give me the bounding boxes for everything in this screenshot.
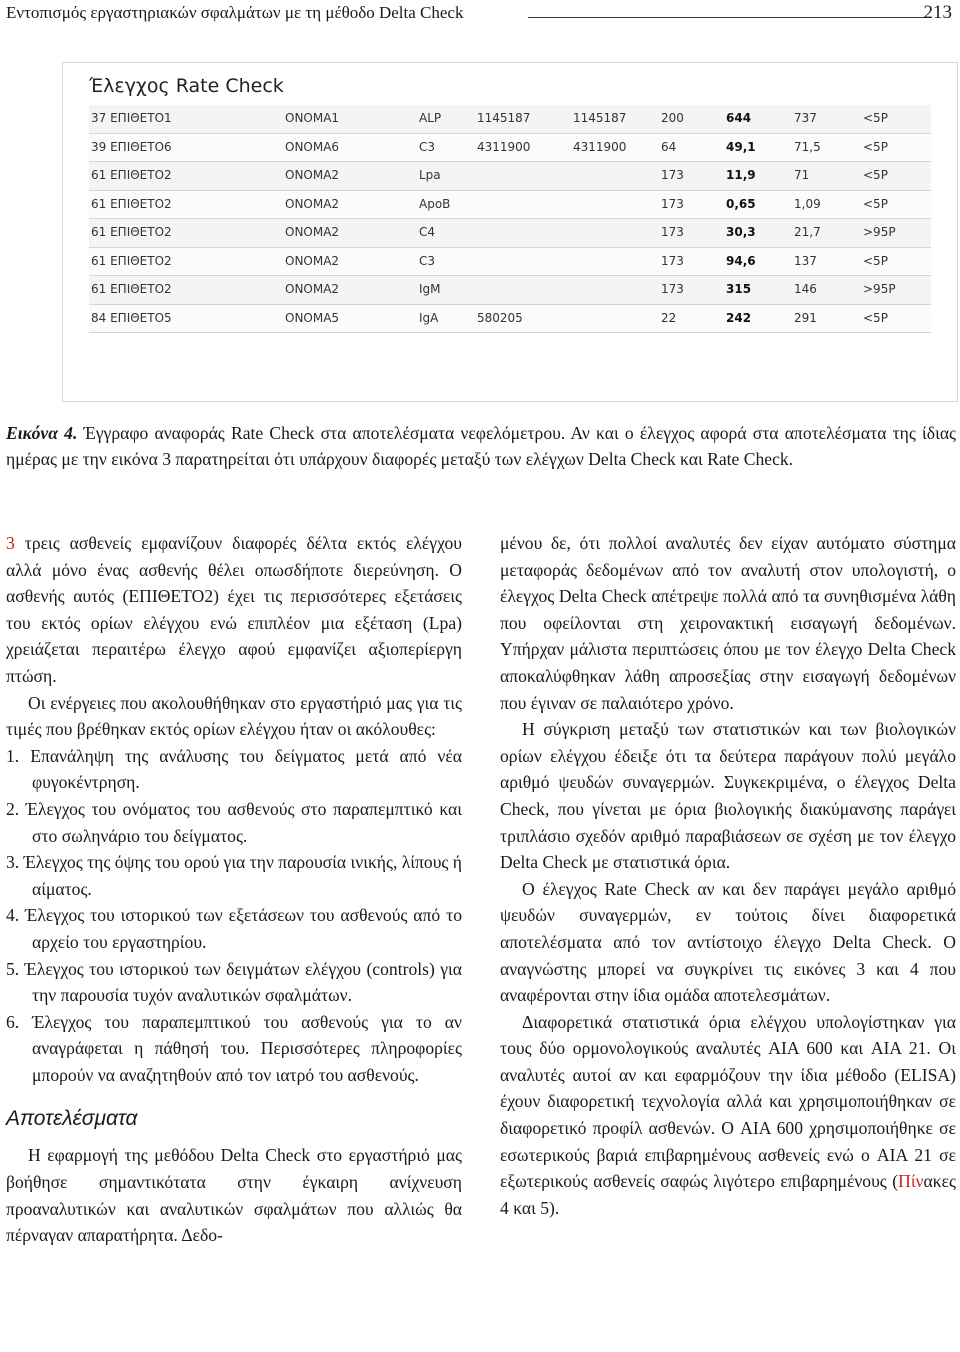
list-item: 4. Έλεγχος του ιστορικού των εξετάσεων του ασθενούς από το αρχείο του εργαστηρίου. [6, 905, 462, 952]
right-paragraph-4 [500, 1009, 956, 1222]
table-cell: ΟΝΟΜΑ2 [285, 225, 340, 239]
table-cell: 4311900 [477, 139, 531, 154]
table-cell: 173 [661, 196, 684, 211]
table-cell: 173 [661, 225, 684, 239]
header-rule [528, 17, 928, 18]
table-cell: ΟΝΟΜΑ2 [285, 168, 340, 182]
table-cell: 94,6 [726, 253, 756, 268]
left-column [6, 530, 462, 1249]
table-cell: 61 ΕΠΙΘΕΤΟ2 [91, 196, 172, 211]
table-cell: 84 ΕΠΙΘΕΤΟ5 [91, 310, 172, 325]
table-cell: 173 [661, 282, 684, 296]
table-cell: 11,9 [726, 168, 756, 182]
table-cell: 737 [794, 111, 817, 125]
figure-reference: 3 [6, 533, 15, 553]
table-row [89, 105, 931, 134]
table-cell: <5P [863, 111, 888, 125]
left-paragraph-1-text: τρεις ασθενείς εμφανίζουν διαφορές δέλτα εκτός ελέγχου αλλά μόνο ένας ασθενής θέλει οπωσδήποτε διερεύνηση. Ο ασθενής αυτός (ΕΠΙΘΕΤΟ2) έχει τις περισσότερες εξετάσεις του εκτός ορίων ελέγχου ενώ επιπλέον μια εξέταση (Lpa) χρειάζεται περαιτέρω έλεγχο αφού εμφανίζει αξιοπερίεργη πτώση. [6, 533, 462, 686]
table-cell: 580205 [477, 310, 523, 325]
table-cell: <5P [863, 196, 888, 211]
table-cell: 4311900 [573, 139, 627, 154]
table-cell: 71,5 [794, 139, 821, 154]
table-cell: 1145187 [573, 111, 627, 125]
right-paragraph-2: Η σύγκριση μεταξύ των στατιστικών και των βιολογικών ορίων ελέγχου έδειξε ότι τα δεύτερα παράγουν πολύ μεγάλο αριθμό ψευδών συναγερμών. Συγκεκριμένα, ο έλεγχος Delta Check, που γίνεται με όρια βιολογικής διακύμανσης παράγει τριπλάσιο σχεδόν αριθμό παραβιάσεων σε σχέση με τον έλεγχο Delta Check με στατιστικά όρια. [500, 719, 956, 873]
list-item: 6. Έλεγχος του παραπεμπτικού του ασθενούς για το αν αναγράφεται η πάθησή του. Περισσότερες πληροφορίες μπορούν να αναζητηθούν από τον ιατρό του ασθενούς. [6, 1011, 462, 1085]
running-title: Εντοπισμός εργαστηριακών σφαλμάτων με τη μέθοδο Delta Check [6, 3, 464, 22]
table-cell: 61 ΕΠΙΘΕΤΟ2 [91, 168, 172, 182]
table-cell: 21,7 [794, 225, 821, 239]
table-cell: IgA [419, 310, 439, 325]
list-item: 2. Έλεγχος του ονόματος του ασθενούς στο παραπεμπτικό και στο σωληνάριο του δείγματος. [6, 798, 462, 846]
table-cell: Lpa [419, 168, 441, 182]
table-row [89, 134, 931, 163]
right-paragraph-1: μένου δε, ότι πολλοί αναλυτές δεν είχαν αυτόματο σύστημα μεταφοράς δεδομένων από τον αναλυτή στον υπολογιστή, ο έλεγχος Delta Check απέτρεψε πολλά από τα συνηθισμένα λάθη που οφείλονται στη χειρονακτική εισαγωγή δεδομένων. Υπήρχαν μάλιστα περιπτώσεις όπου με τον έλεγχο Delta Check αποκαλύφθηκαν λάθη απροσεξίας στην εισαγωγή δεδομένων που έγιναν σε παλαιότερο χρόνο. [500, 533, 956, 713]
table-cell: 644 [726, 111, 752, 125]
table-row [89, 248, 931, 277]
caption-text: Έγγραφο αναφοράς Rate Check στα αποτελέσματα νεφελόμετρου. Αν και ο έλεγχος αφορά στα αποτελέσματα της ίδιας ημέρας με την εικόνα 3 παρατηρείται ότι υπάρχουν διαφορές μεταξύ των ελέγχων Delta Check και Rate Check. [6, 423, 956, 469]
table-cell: IgM [419, 282, 441, 296]
table-cell: ΟΝΟΜΑ2 [285, 196, 340, 211]
table-cell: 315 [726, 282, 752, 296]
table-cell: 64 [661, 139, 677, 154]
table-cell: 49,1 [726, 139, 756, 154]
page-number: 213 [923, 2, 952, 23]
table-cell: 1145187 [477, 111, 531, 125]
table-cell: >95P [863, 282, 896, 296]
table-cell: 0,65 [726, 196, 756, 211]
table-cell: 71 [794, 168, 810, 182]
table-cell: C4 [419, 225, 436, 239]
table-row [89, 191, 931, 220]
table-cell: 22 [661, 310, 677, 325]
table-cell: ΟΝΟΜΑ6 [285, 139, 340, 154]
left-paragraph-2: Οι ενέργειες που ακολουθήθηκαν στο εργαστήριό μας για τις τιμές που βρέθηκαν εκτός ορίων ελέγχου ήταν οι ακόλουθες: [6, 692, 462, 740]
table-cell: 242 [726, 310, 752, 325]
caption-label: Εικόνα 4. [6, 423, 78, 443]
table-cell: 291 [794, 310, 817, 325]
left-paragraph-3: Η εφαρμογή της μεθόδου Delta Check στο εργαστήριό μας βοήθησε σημαντικότατα στην έγκαιρη ανίχνευση προαναλυτικών και αναλυτικών σφαλμάτων που αλλιώς θα πέρναγαν απαρατήρητα. Δεδο- [6, 1145, 462, 1246]
table-cell: <5P [863, 310, 888, 325]
right-column [500, 530, 956, 1221]
table-cell: 30,3 [726, 225, 756, 239]
figure-title: Έλεγχος Rate Check [89, 75, 284, 97]
table-row [89, 219, 931, 248]
table-row [89, 276, 931, 305]
table-cell: ΟΝΟΜΑ5 [285, 310, 340, 325]
right-paragraph-4-end: ακες 4 και 5). [500, 1171, 956, 1218]
table-cell: 61 ΕΠΙΘΕΤΟ2 [91, 282, 172, 296]
table-row [89, 162, 931, 191]
table-cell: ΟΝΟΜΑ2 [285, 282, 340, 296]
table-cell: 173 [661, 253, 684, 268]
table-cell: C3 [419, 253, 436, 268]
table-cell: 37 ΕΠΙΘΕΤΟ1 [91, 111, 172, 125]
table-cell: ALP [419, 111, 442, 125]
list-item: 1. Επανάληψη της ανάλυσης του δείγματος μετά από νέα φυγοκέντρηση. [6, 745, 462, 793]
right-paragraph-3: Ο έλεγχος Rate Check αν και δεν παράγει μεγάλο αριθμό ψευδών συναγερμών, εν τούτοις δίνει διαφορετικά αποτελέσματα από τον αντίστοιχο έλεγχο Delta Check. Ο αναγνώστης μπορεί να συγκρίνει τις εικόνες 3 και 4 που αναφέρονται στην ίδια ομάδα αποτελεσμάτων. [500, 878, 956, 1006]
table-cell: 200 [661, 111, 684, 125]
section-heading: Αποτελέσματα [6, 1107, 138, 1131]
table-cell: 39 ΕΠΙΘΕΤΟ6 [91, 139, 172, 154]
running-header [6, 0, 954, 26]
rate-check-table [89, 105, 931, 333]
table-cell: 61 ΕΠΙΘΕΤΟ2 [91, 225, 172, 239]
table-row [89, 305, 931, 334]
table-cell: ΟΝΟΜΑ2 [285, 253, 340, 268]
table-cell: 137 [794, 253, 817, 268]
actions-list [6, 743, 462, 1089]
table-cell: >95P [863, 225, 896, 239]
table-cell: <5P [863, 139, 888, 154]
table-cell: ΟΝΟΜΑ1 [285, 111, 340, 125]
table-cell: 61 ΕΠΙΘΕΤΟ2 [91, 253, 172, 268]
right-paragraph-4-text: Διαφορετικά στατιστικά όρια ελέγχου υπολογίστηκαν για τους δύο ορμονολογικούς αναλυτές AIA 600 και AIA 21. Οι αναλυτές αυτοί αν και εφαρμόζουν την ίδια μέθοδο (ELISA) έχουν διαφορετική τεχνολογία αλλά και χρησιμοποιήθηκαν σε διαφορετικό προφίλ ασθενών. Ο AIA 600 χρησιμοποιήθηκε σε εσωτερικούς βαριά επιβαρημένους ασθενείς ενώ ο AIA 21 σε εξωτερικούς ασθενείς σαφώς λιγότερο επιβαρημένους ( [500, 1011, 956, 1192]
rate-check-figure [62, 62, 958, 402]
figure-caption [6, 420, 956, 472]
table-cell: ApoB [419, 196, 451, 211]
left-paragraph-1 [6, 530, 462, 690]
table-cell: <5P [863, 168, 888, 182]
table-reference: Πίν [898, 1171, 924, 1192]
list-item: 3. Έλεγχος της όψης του ορού για την παρουσία ινικής, λίπους ή αίματος. [6, 852, 462, 899]
table-cell: 1,09 [794, 196, 821, 211]
table-cell: C3 [419, 139, 436, 154]
table-cell: <5P [863, 253, 888, 268]
table-cell: 146 [794, 282, 817, 296]
table-cell: 173 [661, 168, 684, 182]
list-item: 5. Έλεγχος του ιστορικού των δειγμάτων ελέγχου (controls) για την παρουσία τυχόν αναλυτικών σφαλμάτων. [6, 958, 462, 1006]
